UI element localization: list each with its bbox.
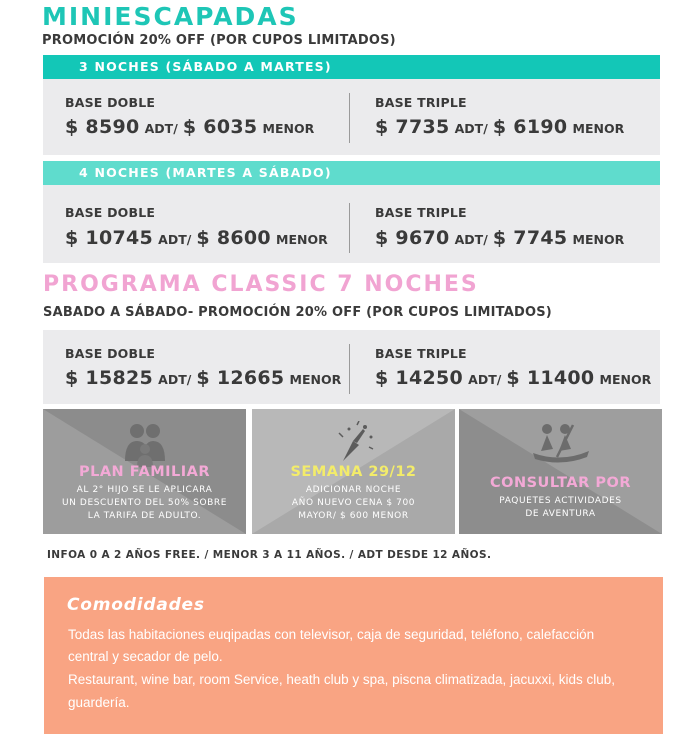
menor-unit: MENOR xyxy=(572,232,625,247)
adt-unit: ADT/ xyxy=(158,232,192,247)
tile-semana xyxy=(252,409,455,534)
price-col-doble xyxy=(65,79,345,155)
tile-plan-familiar xyxy=(43,409,246,534)
divider xyxy=(349,344,350,394)
price-value xyxy=(375,227,624,249)
tile-line: ADICIONAR NOCHE xyxy=(305,485,402,495)
price-value xyxy=(65,367,341,389)
adt-unit: ADT/ xyxy=(158,372,192,387)
price-value xyxy=(65,227,328,249)
menor-price: $ 12665 xyxy=(196,367,285,389)
comodidades-title: Comodidades xyxy=(67,595,205,615)
tile-description xyxy=(252,484,455,523)
comodidades-line: guardería. xyxy=(68,695,130,710)
adt-unit: ADT/ xyxy=(454,121,488,136)
price-label: BASE TRIPLE xyxy=(375,346,467,361)
divider xyxy=(349,203,350,253)
adt-price: $ 15825 xyxy=(65,367,154,389)
adt-price: $ 9670 xyxy=(375,227,450,249)
price-value xyxy=(375,116,624,138)
tile-title: CONSULTAR POR xyxy=(490,475,631,491)
price-label: BASE TRIPLE xyxy=(375,95,467,110)
adt-price: $ 14250 xyxy=(375,367,464,389)
age-info-line: INFOA 0 A 2 AÑOS FREE. / MENOR 3 A 11 AÑOS. / ADT DESDE 12 AÑOS. xyxy=(47,549,492,561)
adt-unit: ADT/ xyxy=(454,232,488,247)
promo-subtitle: PROMOCIÓN 20% OFF (POR CUPOS LIMITADOS) xyxy=(42,33,396,48)
tile-line: PAQUETES ACTIVIDADES xyxy=(499,496,622,506)
tile-line: AL 2° HIJO SE LE APLICARA xyxy=(76,485,213,495)
price-label: BASE DOBLE xyxy=(65,205,156,220)
adt-unit: ADT/ xyxy=(144,121,178,136)
price-col-doble xyxy=(65,185,345,263)
tile-line: AÑO NUEVO CENA $ 700 xyxy=(291,498,416,508)
price-label: BASE TRIPLE xyxy=(375,205,467,220)
celebration-icon xyxy=(329,421,379,467)
menor-unit: MENOR xyxy=(262,121,315,136)
price-value xyxy=(375,367,651,389)
price-col-triple xyxy=(375,79,655,155)
adt-price: $ 7735 xyxy=(375,116,450,138)
tile-line: LA TARIFA DE ADULTO. xyxy=(87,511,202,521)
adt-price: $ 8590 xyxy=(65,116,140,138)
price-label: BASE DOBLE xyxy=(65,95,156,110)
rafting-icon xyxy=(529,421,593,465)
price-value xyxy=(65,116,314,138)
menor-price: $ 6190 xyxy=(492,116,568,138)
price-box-4-noches xyxy=(43,185,660,263)
comodidades-line: Todas las habitaciones euqipadas con televisor, caja de seguridad, teléfono, calefacción xyxy=(68,627,595,642)
comodidades-line: central y secador de pelo. xyxy=(68,649,223,664)
tile-title: SEMANA 29/12 xyxy=(290,464,417,480)
menor-unit: MENOR xyxy=(289,372,342,387)
tile-line: MAYOR/ $ 600 MENOR xyxy=(298,511,409,521)
band-3-noches: 3 NOCHES (SÁBADO A MARTES) xyxy=(43,55,660,79)
tile-title: PLAN FAMILIAR xyxy=(78,464,211,480)
price-col-doble xyxy=(65,330,345,404)
price-box-3-noches xyxy=(43,79,660,155)
tile-description xyxy=(459,495,662,521)
adt-unit: ADT/ xyxy=(468,372,502,387)
price-label: BASE DOBLE xyxy=(65,346,156,361)
page-title: MINIESCAPADAS xyxy=(42,2,299,31)
price-col-triple xyxy=(375,330,655,404)
tile-description xyxy=(43,484,246,523)
menor-price: $ 8600 xyxy=(196,227,271,249)
classic-subtitle: SABADO A SÁBADO- PROMOCIÓN 20% OFF (POR CUPOS LIMITADOS) xyxy=(43,305,552,320)
price-box-classic xyxy=(43,330,660,404)
adt-price: $ 10745 xyxy=(65,227,154,249)
comodidades-line: Restaurant, wine bar, room Service, heath club y spa, piscna climatizada, jacuxxi, kids club, xyxy=(68,672,616,687)
comodidades-box xyxy=(44,577,663,734)
menor-price: $ 11400 xyxy=(506,367,595,389)
classic-title: PROGRAMA CLASSIC 7 NOCHES xyxy=(43,272,479,297)
menor-unit: MENOR xyxy=(599,372,652,387)
menor-unit: MENOR xyxy=(276,232,328,247)
band-4-noches: 4 NOCHES (MARTES A SÁBADO) xyxy=(43,161,660,185)
tile-consultar xyxy=(459,409,662,534)
tile-line: UN DESCUENTO DEL 50% SOBRE xyxy=(61,498,228,508)
price-col-triple xyxy=(375,185,655,263)
menor-unit: MENOR xyxy=(572,121,625,136)
divider xyxy=(349,93,350,143)
tile-line: DE AVENTURA xyxy=(525,509,596,519)
menor-price: $ 6035 xyxy=(182,116,258,138)
menor-price: $ 7745 xyxy=(492,227,568,249)
